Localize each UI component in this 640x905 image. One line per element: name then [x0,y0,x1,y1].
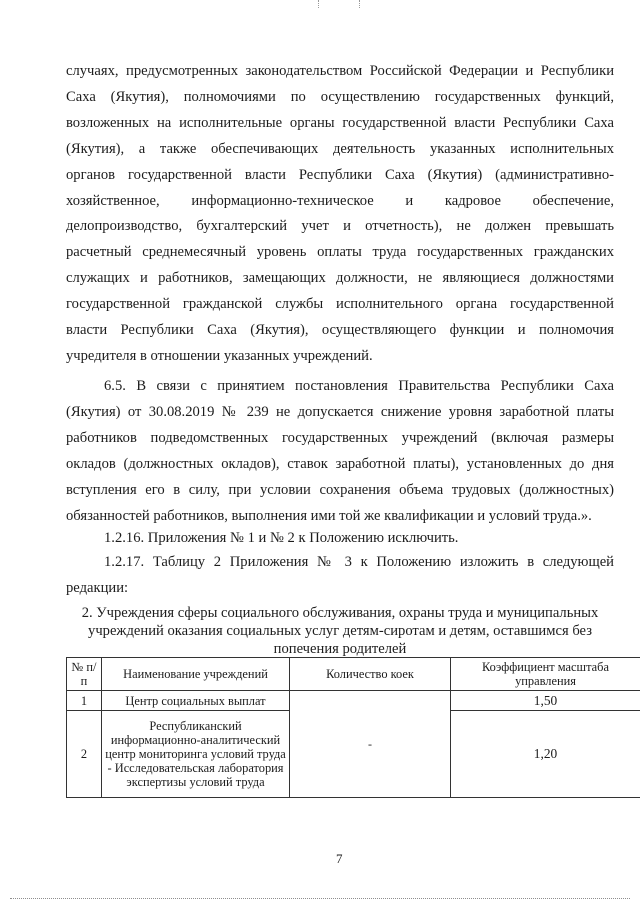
table-caption [66,604,614,658]
paragraph-line: обязанностей работников, выполнения ими той же квалификации и условий труда.». [66,507,592,524]
paragraph-line: случаях, предусмотренных законодательством Российской Федерации и Республики [66,63,614,79]
bed-count-cell: - [290,691,451,798]
paragraph-line: 6.5. В связи с принятием постановления Правительства Республики Саха [104,378,614,394]
paragraph-line: служащих и работников, замещающих должности, не являющиеся должностями [66,270,614,287]
table-caption-line: попечения родителей [273,641,407,657]
table-caption-line: учреждений оказания социальных услуг детям-сиротам и детям, оставшимся без [88,623,592,639]
table-header-row [67,658,640,691]
coefficient-value: 1,20 [451,711,640,798]
table-caption-line: 2. Учреждения сферы социального обслуживания, охраны труда и муниципальных [81,605,599,621]
paragraph-line: возложенных на исполнительные органы государственной власти Республики Саха [66,114,614,131]
paragraph-line: работников подведомственных государственных учреждений (включая размеры [66,429,614,446]
header-bed-count: Количество коек [290,658,451,691]
paragraph-line: окладов (должностных окладов), ставок заработной платы), установленных до дня [66,455,614,472]
header-number: № п/п [67,658,102,691]
paragraph-line: редакции: [66,579,129,596]
coefficient-value: 1,50 [451,691,640,711]
paragraph-6-5 [66,374,614,529]
scan-top-mark [318,0,360,8]
institution-name: Республиканский информационно-аналитический центр мониторинга условий труда - Исследовательская лаборатория экспертизы условий труда [102,711,290,798]
paragraph-1-2-17 [66,550,614,602]
paragraph-line: расчетный среднемесячный уровень оплаты труда государственных гражданских [66,244,614,261]
institution-name: Центр социальных выплат [102,691,290,711]
paragraph-line: (Якутия) от 30.08.2019 № 239 не допускается снижение уровня заработной платы [66,403,614,420]
paragraph-line: Саха (Якутия), полномочиями по осуществлению государственных функций, [66,88,614,105]
paragraph-1-2-16 [66,526,614,552]
header-coefficient: Коэффициент масштаба управления [451,658,640,691]
paragraph-line: органов государственной власти Республики Саха (Якутия) (административно- [66,166,614,183]
paragraph-line: вступления его в силу, при условии сохранения объема трудовых (должностных) [66,481,614,498]
page-number: 7 [336,851,343,866]
paragraph-line: хозяйственное, информационно-техническое и кадровое обеспечение, [66,192,614,209]
paragraph-line: учредителя в отношении указанных учреждений. [66,347,373,364]
row-number: 1 [67,691,102,711]
paragraph-line: государственной гражданской службы исполнительного органа государственной [66,296,614,313]
scan-bottom-edge [10,898,630,899]
row-number: 2 [67,711,102,798]
paragraph-line: власти Республики Саха (Якутия), осуществляющего функции и полномочия [66,322,614,339]
paragraph-line: делопроизводство, бухгалтерский учет и отчетность), не должен превышать [66,218,614,235]
paragraph-continuation [66,59,614,370]
paragraph-line: 1.2.16. Приложения № 1 и № 2 к Положению исключить. [104,530,459,546]
table-row [67,691,640,711]
paragraph-line: 1.2.17. Таблицу 2 Приложения № 3 к Положению изложить в следующей [104,554,614,570]
institutions-table [66,657,612,798]
header-institution-name: Наименование учреждений [102,658,290,691]
paragraph-line: (Якутия), а также обеспечивающих деятельность указанных исполнительных [66,140,614,157]
